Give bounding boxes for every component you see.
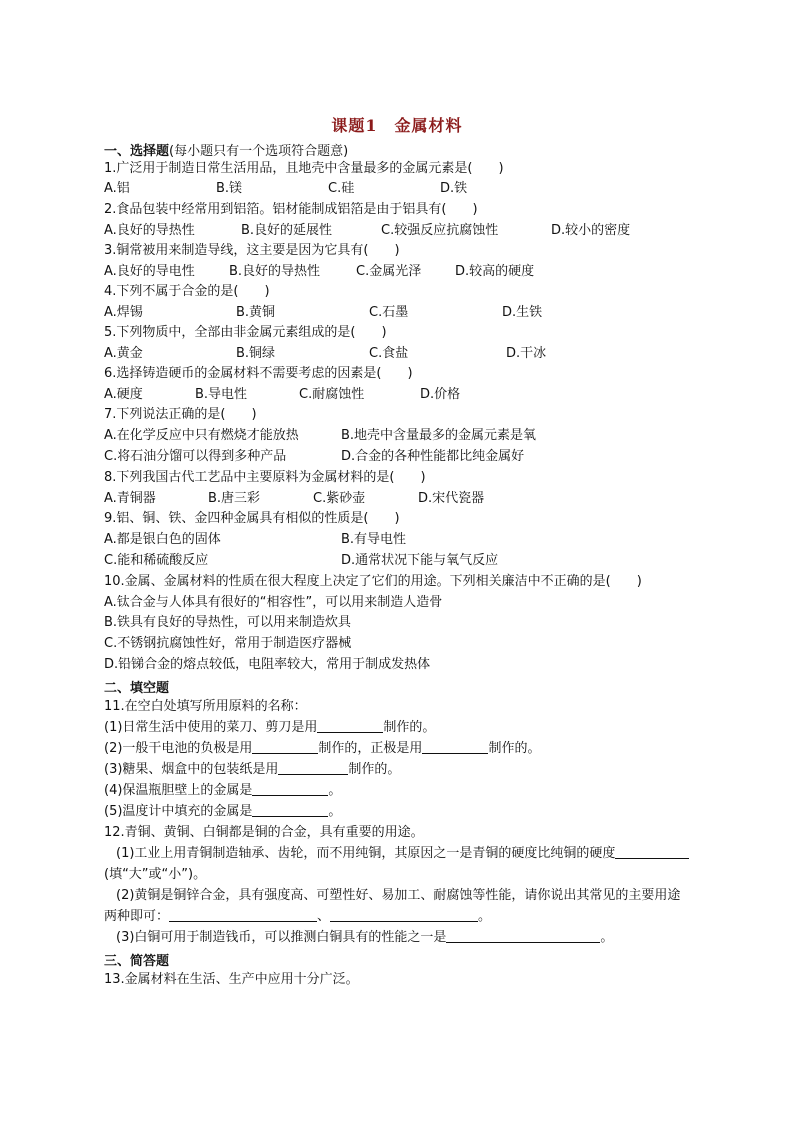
q11-part-3 [104,761,400,779]
q10-option-a: A.钛合金与人体具有很好的“相容性”，可以用来制造人造骨 [104,595,443,610]
q7-option-a: A.在化学反应中只有燃烧才能放热 [104,428,299,443]
answer-blank[interactable] [330,908,478,922]
q6-option-c: C.耐腐蚀性 [299,387,365,402]
q11-p3-text: (3)糖果、烟盒中的包装纸是用 [104,762,279,777]
answer-blank[interactable] [252,782,328,796]
q11-part-4 [104,782,341,800]
q5-option-c: C.食盐 [369,346,409,361]
q2-option-d: D.较小的密度 [551,223,631,238]
q1-option-b: B.镁 [216,181,243,196]
q8-option-d: D.宋代瓷器 [418,491,485,506]
answer-blank[interactable] [317,719,383,733]
q4-option-d: D.生铁 [502,305,543,320]
q3-option-a: A.良好的导电性 [104,264,195,279]
q6-option-d: D.价格 [420,387,461,402]
q12-p2-tail: 。 [478,909,492,924]
q3-option-b: B.良好的导热性 [229,264,321,279]
answer-blank[interactable] [252,740,318,754]
q12-p3-tail: 。 [600,930,614,945]
q2-option-c: C.较强反应抗腐蚀性 [381,223,499,238]
q8-option-b: B.唐三彩 [208,491,261,506]
question-9-stem: 9.铝、铜、铁、金四种金属具有相似的性质是( ) [104,511,400,526]
section-note: (每小题只有一个选项符合题意) [169,144,349,159]
q5-option-d: D.干冰 [506,346,547,361]
q3-option-c: C.金属光泽 [356,264,422,279]
q9-option-a: A.都是银白色的固体 [104,532,221,547]
question-12-stem: 12.青铜、黄铜、白铜都是铜的合金，具有重要的用途。 [104,825,424,840]
q11-part-1 [104,719,435,737]
question-13-stem: 13.金属材料在生活、生产中应用十分广泛。 [104,972,359,987]
question-7-stem: 7.下列说法正确的是( ) [104,407,257,422]
q11-part-2 [104,740,540,758]
q4-option-c: C.石墨 [369,305,409,320]
q12-p1-text: (1)工业上用青铜制造轴承、齿轮，而不用纯铜，其原因之一是青铜的硬度比纯铜的硬度 [116,846,616,861]
q12-part-3 [116,929,613,947]
q11-p2-text: (2)一般干电池的负极是用 [104,741,253,756]
question-3-stem: 3.铜常被用来制造导线，这主要是因为它具有( ) [104,243,400,258]
q11-p5-tail: 。 [328,804,342,819]
q11-p4-text: (4)保温瓶胆壁上的金属是 [104,783,253,798]
q7-option-b: B.地壳中含量最多的金属元素是氧 [341,428,537,443]
q12-p3-text: (3)白铜可用于制造钱币，可以推测白铜具有的性能之一是 [116,930,447,945]
page-title: 课题1 金属材料 [331,116,463,135]
q12-part-2: (2)黄铜是铜锌合金，具有强度高、可塑性好、易加工、耐腐蚀等性能，请你说出其常见的主要用途 [116,888,681,903]
q11-p2-mid: 制作的，正极是用 [318,741,423,756]
q8-option-c: C.紫砂壶 [313,491,366,506]
q12-part-1 [116,845,689,863]
section-title: 二、填空题 [104,681,170,696]
q12-p2-prefix: 两种即可： [104,909,170,924]
q5-option-a: A.黄金 [104,346,143,361]
q12-part-1-tail: (填“大”或“小”)。 [104,867,207,882]
section-heading-fill [104,677,169,696]
q11-p1-tail: 制作的。 [383,720,436,735]
q9-option-c: C.能和稀硫酸反应 [104,553,209,568]
q8-option-a: A.青铜器 [104,491,156,506]
answer-blank[interactable] [252,803,328,817]
q4-option-a: A.焊锡 [104,305,143,320]
section-title: 一、选择题 [104,144,170,159]
question-2-stem: 2.食品包装中经常用到铝箔。铝材能制成铝箔是由于铝具有( ) [104,202,478,217]
question-5-stem: 5.下列物质中，全部由非金属元素组成的是( ) [104,325,387,340]
answer-blank[interactable] [446,929,600,943]
section-title: 三、简答题 [104,954,170,969]
q11-p2-tail: 制作的。 [488,741,541,756]
answer-blank[interactable] [422,740,488,754]
q11-p4-tail: 。 [328,783,342,798]
q12-part-2-answer [104,908,491,926]
q7-option-d: D.合金的各种性能都比纯金属好 [341,449,525,464]
q2-option-a: A.良好的导热性 [104,223,195,238]
q10-option-b: B.铁具有良好的导热性，可以用来制造炊具 [104,615,352,630]
q1-option-d: D.铁 [440,181,468,196]
q9-option-d: D.通常状况下能与氧气反应 [341,553,499,568]
q7-option-c: C.将石油分馏可以得到多种产品 [104,449,287,464]
q6-option-a: A.硬度 [104,387,143,402]
answer-blank[interactable] [615,845,689,859]
section-heading-choice [104,140,348,159]
question-6-stem: 6.选择铸造硬币的金属材料不需要考虑的因素是( ) [104,366,413,381]
q10-option-d: D.铅锑合金的熔点较低，电阻率较大，常用于制成发热体 [104,657,431,672]
q9-option-b: B.有导电性 [341,532,407,547]
answer-blank[interactable] [278,761,348,775]
q2-option-b: B.良好的延展性 [241,223,333,238]
q4-option-b: B.黄铜 [236,305,276,320]
answer-blank[interactable] [169,908,317,922]
question-4-stem: 4.下列不属于合金的是( ) [104,284,270,299]
q10-option-c: C.不锈钢抗腐蚀性好，常用于制造医疗器械 [104,636,352,651]
section-heading-short-answer [104,950,169,969]
question-1-stem: 1.广泛用于制造日常生活用品，且地壳中含量最多的金属元素是( ) [104,161,504,176]
question-11-stem: 11.在空白处填写所用原料的名称： [104,699,307,714]
q1-option-a: A.铝 [104,181,130,196]
q12-p2-sep: 、 [317,909,331,924]
question-10-stem: 10.金属、金属材料的性质在很大程度上决定了它们的用途。下列相关廉洁中不正确的是( ) [104,574,642,589]
q11-p1-text: (1)日常生活中使用的菜刀、剪刀是用 [104,720,318,735]
q5-option-b: B.铜绿 [236,346,276,361]
q11-p3-tail: 制作的。 [348,762,401,777]
q6-option-b: B.导电性 [195,387,248,402]
q11-part-5 [104,803,341,821]
q11-p5-text: (5)温度计中填充的金属是 [104,804,253,819]
q1-option-c: C.硅 [328,181,355,196]
question-8-stem: 8.下列我国古代工艺品中主要原料为金属材料的是( ) [104,470,426,485]
q3-option-d: D.较高的硬度 [455,264,535,279]
